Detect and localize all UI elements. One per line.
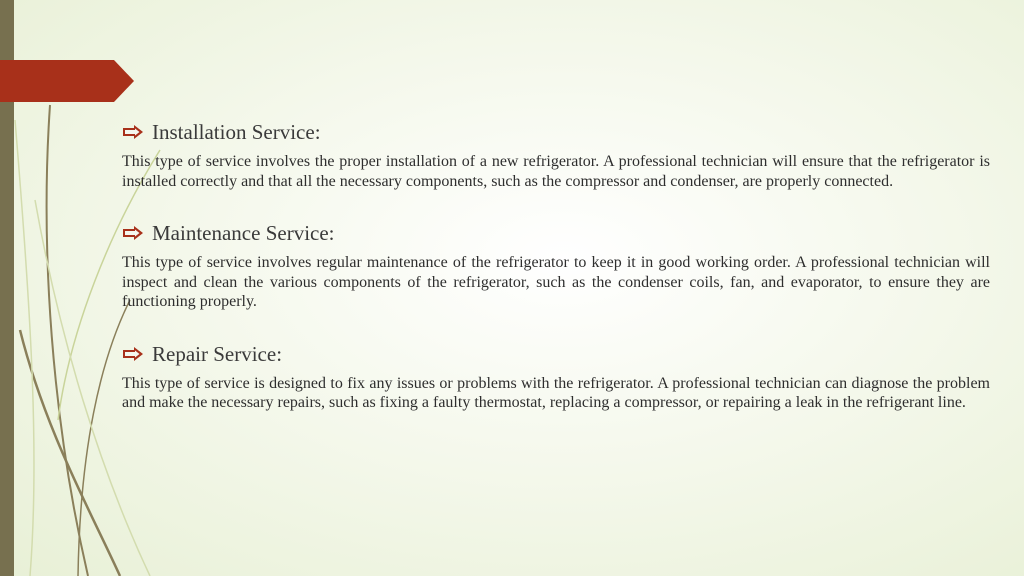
section-heading: Installation Service:	[152, 120, 321, 144]
arrow-bullet-icon	[122, 346, 144, 362]
section-body: This type of service is designed to fix any issues or problems with the refrigerator. A professional technician can diagnose the problem and make the necessary repairs, such as fixing a faulty thermostat, replacing a compressor, or repairing a leak in the refrigerant line.	[122, 374, 990, 411]
arrow-bullet-icon	[122, 124, 144, 140]
section-heading: Maintenance Service:	[152, 221, 335, 245]
content-area	[122, 118, 990, 441]
section-heading: Repair Service:	[152, 341, 283, 366]
section-body: This type of service involves the proper installation of a new refrigerator. A professional technician will ensure that the refrigerator is installed correctly and that all the necessary components, such as the compressor and condenser, are properly connected.	[122, 153, 990, 190]
section-body: This type of service involves regular maintenance of the refrigerator to keep it in good working order. A professional technician will inspect and clean the various components of the refrigerator, such as the condenser coils, fan, and evaporator, to ensure they are functioning properly.	[122, 254, 990, 310]
arrow-bullet-icon	[122, 225, 144, 241]
section-installation	[122, 118, 990, 191]
accent-tab	[0, 60, 134, 102]
section-maintenance	[122, 219, 990, 312]
section-repair	[122, 340, 990, 413]
